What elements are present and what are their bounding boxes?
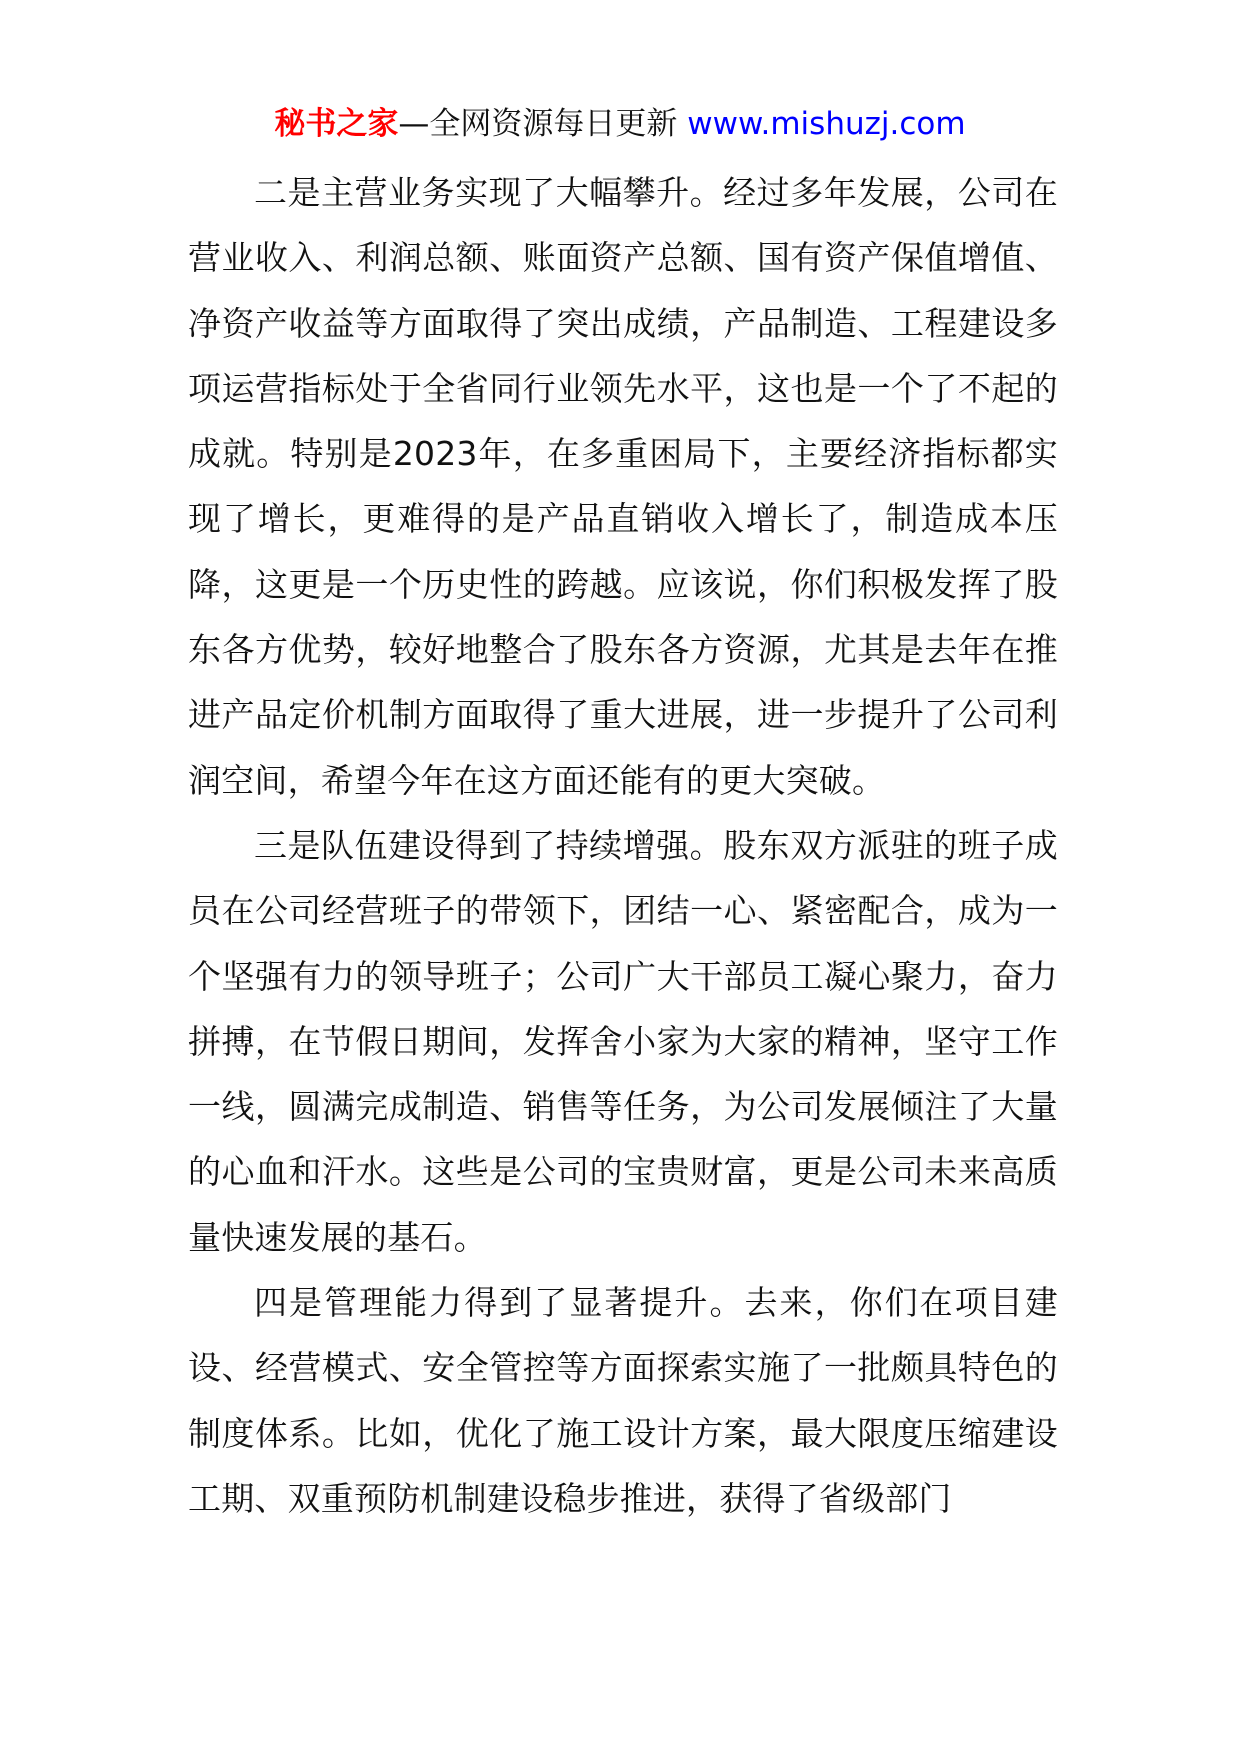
site-url-link[interactable]: www.mishuzj.com (687, 106, 966, 142)
page-header (0, 100, 1240, 148)
paragraph-team-building: 三是队伍建设得到了持续增强。股东双方派驻的班子成员在公司经营班子的带领下，团结一心、紧密配合，成为一个坚强有力的领导班子；公司广大干部员工凝心聚力，奋力拼搏，在节假日期间，发挥舍小家为大家的精神，坚守工作一线，圆满完成制造、销售等任务，为公司发展倾注了大量的心血和汗水。这些是公司的宝贵财富，更是公司未来高质量快速发展的基石。 (188, 825, 1058, 1257)
header-tagline: —全网资源每日更新 (398, 106, 688, 142)
paragraph-management: 四是管理能力得到了显著提升。去来，你们在项目建设、经营模式、安全管控等方面探索实施了一批颇具特色的制度体系。比如，优化了施工设计方案，最大限度压缩建设工期、双重预防机制建设稳步推进，获得了省级部门 (188, 1283, 1058, 1518)
brand-name: 秘书之家 (274, 106, 399, 142)
document-body (188, 160, 1058, 1531)
paragraph-main-business: 二是主营业务实现了大幅攀升。经过多年发展，公司在营业收入、利润总额、账面资产总额、国有资产保值增值、净资产收益等方面取得了突出成绩，产品制造、工程建设多项运营指标处于全省同行业领先水平，这也是一个了不起的成就。特别是2023年，在多重困局下，主要经济指标都实现了增长，更难得的是产品直销收入增长了，制造成本压降，这更是一个历史性的跨越。应该说，你们积极发挥了股东各方优势，较好地整合了股东各方资源，尤其是去年在推进产品定价机制方面取得了重大进展，进一步提升了公司利润空间，希望今年在这方面还能有的更大突破。 (188, 173, 1058, 800)
